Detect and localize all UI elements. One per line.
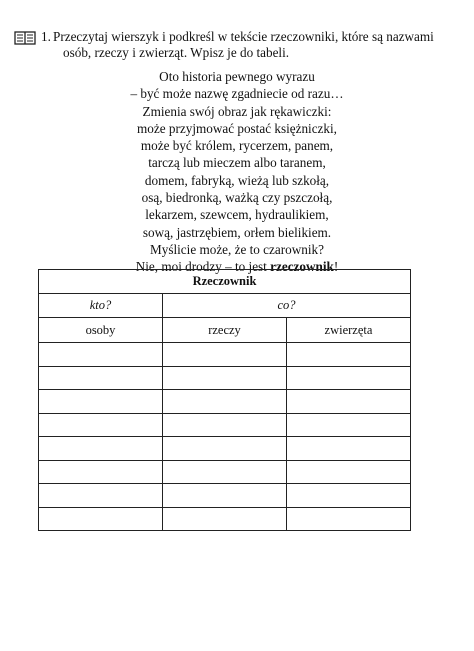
- poem-line: Myślicie może, że to czarownik?: [150, 241, 324, 257]
- cell-persons[interactable]: [39, 460, 163, 484]
- cell-persons[interactable]: [39, 366, 163, 390]
- cell-things[interactable]: [163, 366, 287, 390]
- cell-things[interactable]: [163, 390, 287, 414]
- poem-last-line-suffix: !: [333, 259, 339, 275]
- cell-animals[interactable]: [287, 507, 411, 531]
- cell-animals[interactable]: [287, 390, 411, 414]
- cell-things[interactable]: [163, 460, 287, 484]
- question-what: co?: [163, 294, 411, 318]
- poem-last-line-prefix: Nie, moi drodzy – to jest: [135, 259, 271, 275]
- cell-things[interactable]: [163, 343, 287, 367]
- poem-line: Zmienia swój obraz jak rękawiczki:: [142, 103, 332, 119]
- table-row: [39, 437, 411, 461]
- poem: [0, 68, 474, 276]
- table-row: [39, 460, 411, 484]
- table-row: [39, 390, 411, 414]
- cell-things[interactable]: [163, 507, 287, 531]
- cell-things[interactable]: [163, 484, 287, 508]
- cell-persons[interactable]: [39, 413, 163, 437]
- poem-line: tarczą lub mieczem albo taranem,: [148, 155, 326, 171]
- cell-animals[interactable]: [287, 413, 411, 437]
- cell-persons[interactable]: [39, 484, 163, 508]
- cell-persons[interactable]: [39, 437, 163, 461]
- task-text-line-1: Przeczytaj wierszyk i podkreśl w tekście rzeczowniki, które są nazwami: [53, 29, 434, 44]
- cell-persons[interactable]: [39, 343, 163, 367]
- cell-animals[interactable]: [287, 484, 411, 508]
- column-header-persons: osoby: [39, 318, 163, 343]
- table-row: [39, 366, 411, 390]
- poem-line: osą, biedronką, ważką czy pszczołą,: [141, 190, 333, 206]
- table-row: [39, 484, 411, 508]
- poem-line: – być może nazwę zgadniecie od razu…: [130, 86, 344, 102]
- task-number: 1.: [41, 29, 51, 44]
- table-row: [39, 343, 411, 367]
- cell-animals[interactable]: [287, 366, 411, 390]
- cell-persons[interactable]: [39, 507, 163, 531]
- cell-persons[interactable]: [39, 390, 163, 414]
- cell-things[interactable]: [163, 437, 287, 461]
- poem-line: może przyjmować postać księżniczki,: [137, 120, 337, 136]
- cell-animals[interactable]: [287, 437, 411, 461]
- poem-line: może być królem, rycerzem, panem,: [140, 138, 334, 154]
- cell-animals[interactable]: [287, 343, 411, 367]
- column-header-things: rzeczy: [163, 318, 287, 343]
- table-row: [39, 507, 411, 531]
- poem-line: lekarzem, szewcem, hydraulikiem,: [145, 207, 329, 223]
- column-header-animals: zwierzęta: [287, 318, 411, 343]
- noun-table: [38, 269, 411, 531]
- task-text-line-2: osób, rzeczy i zwierząt. Wpisz je do tabeli.: [63, 45, 290, 60]
- poem-keyword: rzeczownik: [270, 259, 334, 275]
- question-who: kto?: [39, 294, 163, 318]
- poem-line: domem, fabryką, wieżą lub szkołą,: [144, 172, 330, 188]
- poem-line: sową, jastrzębiem, orłem bielikiem.: [142, 224, 332, 240]
- table-row: [39, 413, 411, 437]
- cell-things[interactable]: [163, 413, 287, 437]
- book-icon: [14, 31, 36, 45]
- cell-animals[interactable]: [287, 460, 411, 484]
- table-title: Rzeczownik: [39, 270, 411, 294]
- poem-line: Oto historia pewnego wyrazu: [159, 69, 315, 84]
